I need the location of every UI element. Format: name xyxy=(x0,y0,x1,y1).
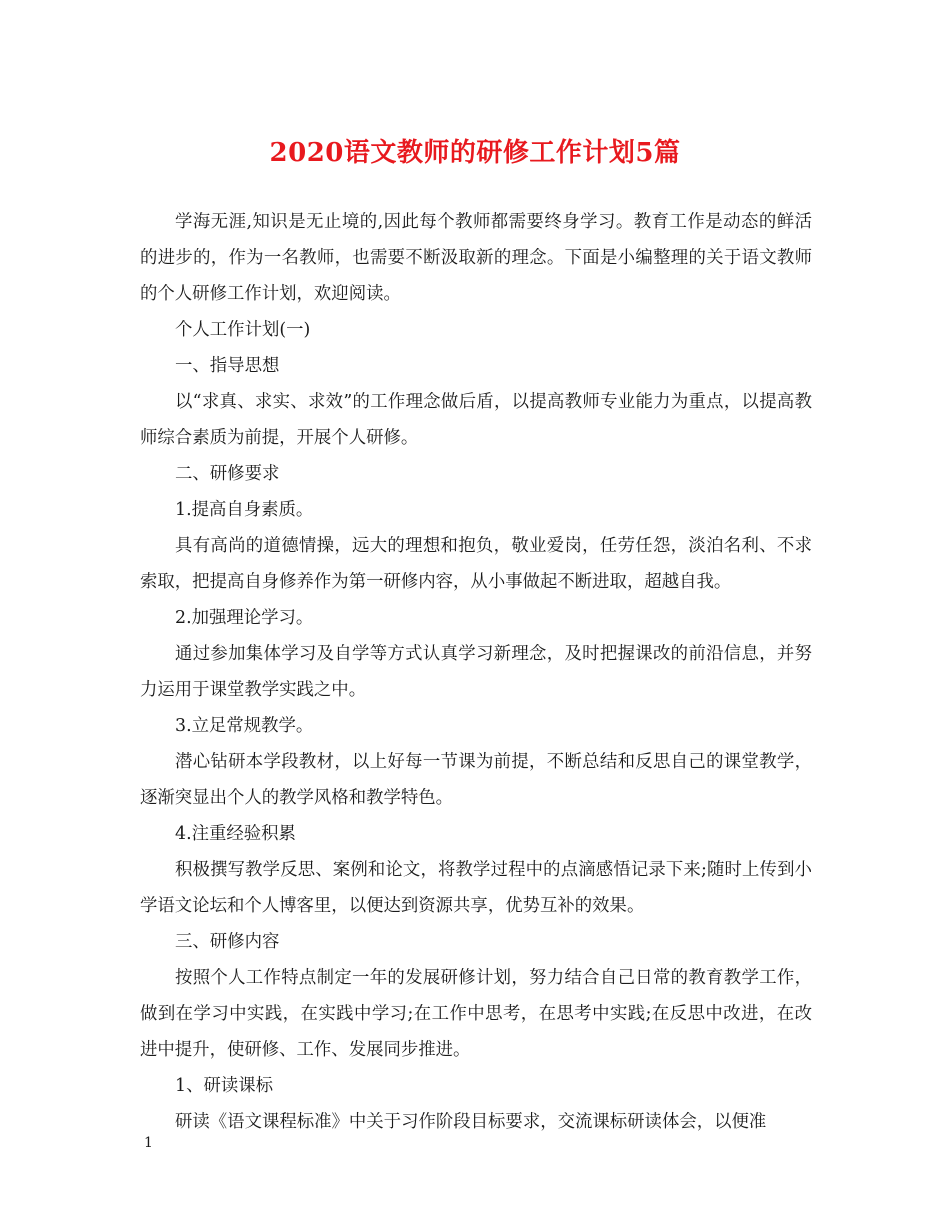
document-title: 2020语文教师的研修工作计划5篇 xyxy=(269,138,681,168)
heading-guiding-thought: 一、指导思想 xyxy=(175,356,280,376)
paragraph-theory-study: 通过参加集体学习及自学等方式认真学习新理念，及时把握课改的前沿信息，并努力运用于课堂教学实践之中。 xyxy=(140,644,812,700)
subheading-improve-quality: 1.提高自身素质。 xyxy=(175,500,314,520)
paragraph-read-standards: 研读《语文课程标准》中关于习作阶段目标要求，交流课标研读体会，以便准 xyxy=(175,1112,767,1132)
heading-study-content: 三、研修内容 xyxy=(175,932,280,952)
document-body xyxy=(140,204,812,1140)
paragraph-study-content: 按照个人工作特点制定一年的发展研修计划，努力结合自己日常的教育教学工作，做到在学习中实践，在实践中学习;在工作中思考，在思考中实践;在反思中改进，在改进中提升，使研修、工作、发展同步推进。 xyxy=(140,968,812,1060)
subheading-routine-teaching: 3.立足常规教学。 xyxy=(175,716,314,736)
paragraph-routine-teaching: 潜心钻研本学段教材，以上好每一节课为前提，不断总结和反思自己的课堂教学，逐渐突显出个人的教学风格和教学特色。 xyxy=(140,752,812,808)
page-number: 1 xyxy=(144,1135,153,1151)
paragraph-guiding-thought: 以“求真、求实、求效”的工作理念做后盾，以提高教师专业能力为重点，以提高教师综合素质为前提，开展个人研修。 xyxy=(140,392,812,448)
subheading-experience: 4.注重经验积累 xyxy=(175,824,296,844)
subheading-read-standards: 1、研读课标 xyxy=(175,1076,274,1096)
subheading-theory-study: 2.加强理论学习。 xyxy=(175,608,314,628)
heading-study-requirements: 二、研修要求 xyxy=(175,464,280,484)
paragraph-intro: 学海无涯,知识是无止境的,因此每个教师都需要终身学习。教育工作是动态的鲜活的进步的，作为一名教师，也需要不断汲取新的理念。下面是小编整理的关于语文教师的个人研修工作计划，欢迎阅读。 xyxy=(140,212,812,304)
heading-personal-plan-1: 个人工作计划(一) xyxy=(175,320,311,340)
paragraph-improve-quality: 具有高尚的道德情操，远大的理想和抱负，敬业爱岗，任劳任怨，淡泊名利、不求索取，把提高自身修养作为第一研修内容，从小事做起不断进取，超越自我。 xyxy=(140,536,812,592)
paragraph-experience: 积极撰写教学反思、案例和论文，将教学过程中的点滴感悟记录下来;随时上传到小学语文论坛和个人博客里，以便达到资源共享，优势互补的效果。 xyxy=(140,860,812,916)
